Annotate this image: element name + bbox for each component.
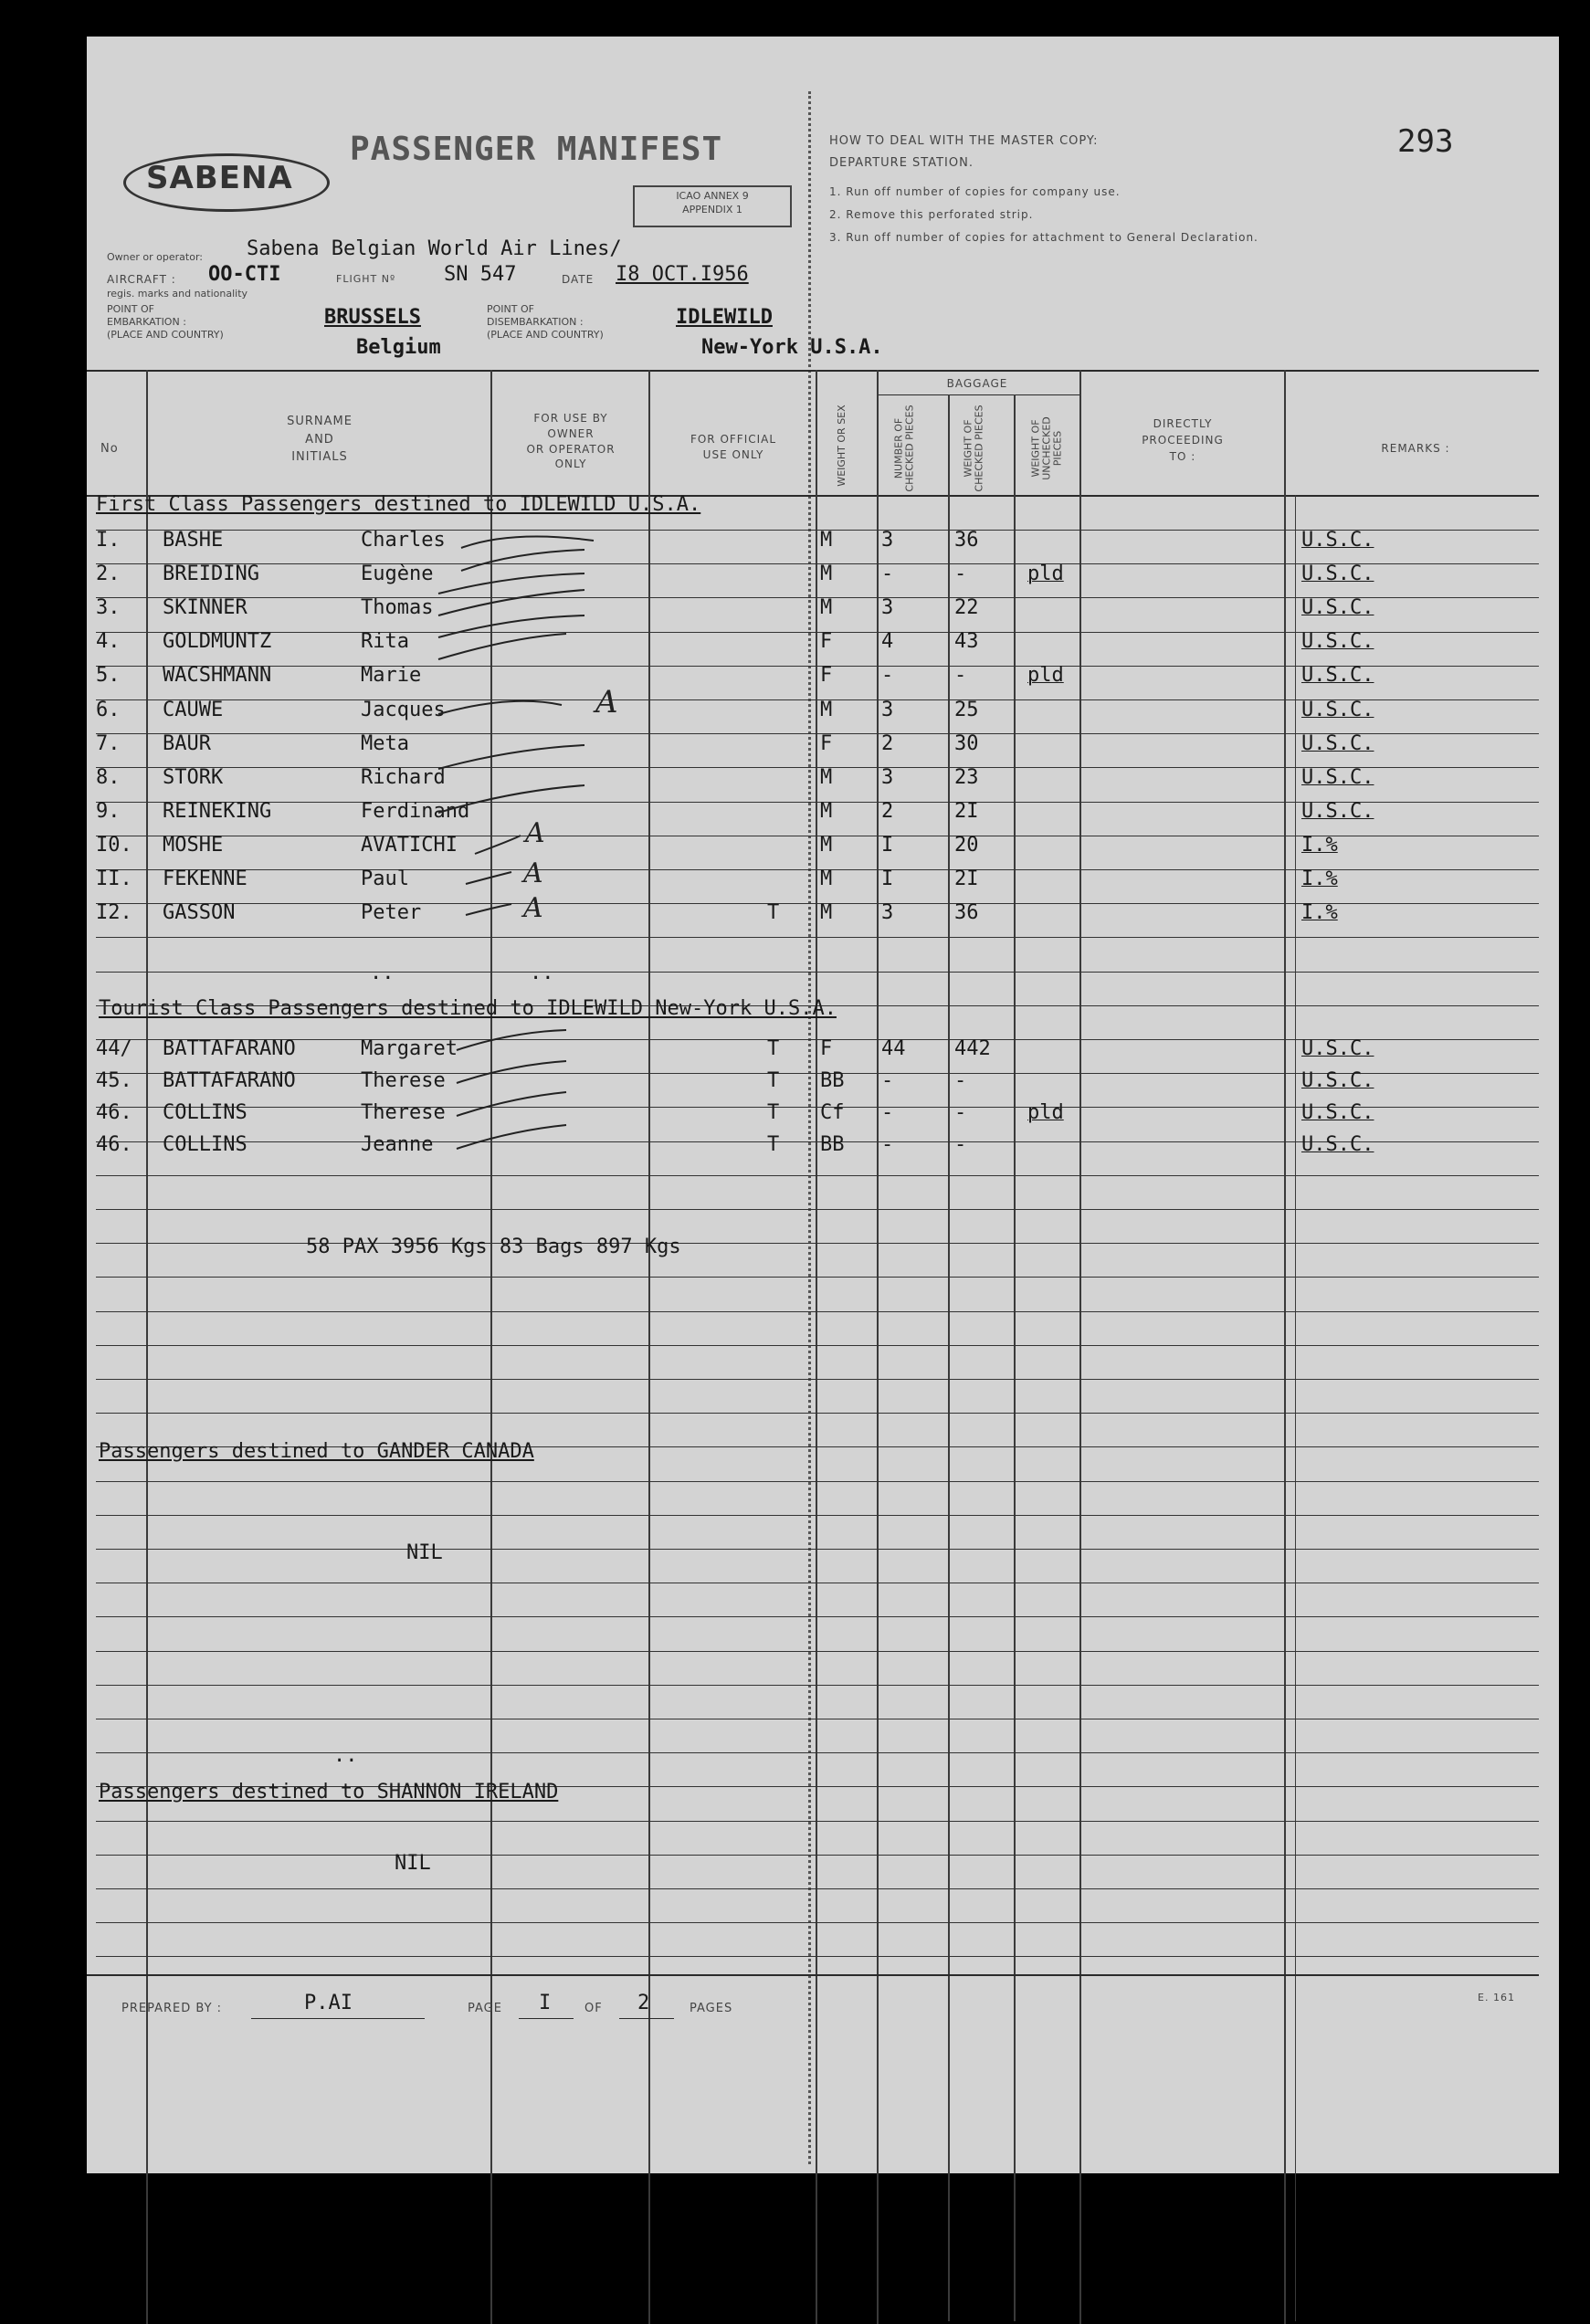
checked-pieces-number: 3 [881, 765, 894, 789]
embarkation-country: Belgium [356, 336, 441, 359]
checked-pieces-number: 44 [881, 1037, 906, 1060]
disembarkation-country: New-York U.S.A. [701, 336, 883, 359]
remarks-value: U.S.C. [1301, 630, 1374, 654]
passenger-no: 7. [96, 731, 121, 755]
section-first-class: First Class Passengers destined to IDLEWILD U.S.A. [96, 493, 701, 516]
passenger-no: 8. [96, 765, 121, 789]
remarks-value: I.% [1301, 833, 1338, 857]
checked-pieces-weight: 2I [954, 799, 979, 823]
checked-pieces-number: - [881, 563, 894, 586]
col-header-owner-use: FOR USE BY OWNER OR OPERATOR ONLY [526, 412, 616, 471]
checked-pieces-number: 2 [881, 799, 894, 823]
aircraft-value: OO-CTI [208, 263, 281, 286]
weight-or-sex: M [820, 765, 833, 789]
section-gander: Passengers destined to GANDER CANADA [99, 1440, 534, 1463]
weight-or-sex: M [820, 901, 833, 925]
passenger-no: 46. [96, 1101, 132, 1124]
passenger-no: 44/ [96, 1037, 132, 1060]
checked-pieces-number: - [881, 1069, 894, 1092]
passenger-surname: MOSHE [163, 833, 224, 857]
checked-pieces-number: 4 [881, 630, 894, 654]
checked-pieces-weight: 20 [954, 833, 979, 857]
remarks-value: U.S.C. [1301, 1101, 1374, 1124]
remarks-value: U.S.C. [1301, 799, 1374, 823]
passenger-given-name: Thomas [361, 596, 434, 620]
passenger-given-name: Ferdinand [361, 799, 470, 823]
checked-pieces-number: - [881, 664, 894, 688]
col-header-weight-sex: WEIGHT OR SEX [836, 405, 848, 487]
col-header-no: No [100, 442, 119, 456]
icao-annex-stamp: ICAO ANNEX 9 APPENDIX 1 [633, 185, 792, 227]
ellipsis-mark: .. [530, 962, 554, 984]
form-code: E. 161 [1478, 1992, 1515, 2003]
passenger-given-name: Therese [361, 1069, 446, 1092]
passenger-no: 9. [96, 799, 121, 823]
unchecked-pieces-weight: pld [1027, 1101, 1064, 1124]
col-header-bag-number: NUMBER OF CHECKED PIECES [892, 405, 916, 492]
passenger-no: II. [96, 868, 132, 890]
remarks-value: I.% [1301, 901, 1338, 925]
checked-pieces-number: - [881, 1133, 894, 1156]
checked-pieces-weight: - [954, 664, 967, 688]
page-value: I [539, 1992, 552, 2014]
remarks-value: U.S.C. [1301, 1037, 1374, 1060]
passenger-surname: BATTAFARANO [163, 1037, 296, 1060]
col-header-directly-proceeding: DIRECTLY PROCEEDING TO : [1142, 417, 1224, 463]
passenger-no: 5. [96, 664, 121, 688]
instructions-title: HOW TO DEAL WITH THE MASTER COPY: [829, 134, 1099, 148]
remarks-value: I.% [1301, 868, 1338, 890]
weight-or-sex: BB [820, 1069, 845, 1092]
handwritten-mark: A [525, 817, 545, 849]
weight-or-sex: F [820, 1037, 833, 1060]
passenger-given-name: Meta [361, 731, 409, 755]
weight-or-sex: M [820, 596, 833, 620]
weight-or-sex: F [820, 664, 833, 688]
prepared-by-label: PREPARED BY : [121, 2002, 223, 2015]
handwritten-mark: A [523, 892, 543, 924]
official-use-value: T [767, 1037, 780, 1060]
passenger-surname: SKINNER [163, 596, 247, 620]
remarks-value: U.S.C. [1301, 1069, 1374, 1092]
operator-value: Sabena Belgian World Air Lines/ [247, 237, 622, 260]
passenger-given-name: Rita [361, 630, 409, 654]
checked-pieces-number: I [881, 833, 894, 857]
passenger-given-name: Paul [361, 868, 409, 890]
passenger-surname: COLLINS [163, 1133, 247, 1156]
official-use-value: T [767, 1133, 780, 1156]
passenger-no: 4. [96, 630, 121, 654]
remarks-value: U.S.C. [1301, 563, 1374, 586]
unchecked-pieces-weight: pld [1027, 563, 1064, 586]
checked-pieces-number: 3 [881, 698, 894, 721]
checked-pieces-number: 3 [881, 596, 894, 620]
col-header-official-use: FOR OFFICIAL USE ONLY [690, 433, 777, 461]
operator-label: Owner or operator: [107, 251, 203, 263]
checked-pieces-weight: 2I [954, 868, 979, 890]
flight-label: FLIGHT Nº [336, 273, 396, 285]
weight-or-sex: M [820, 799, 833, 823]
weight-or-sex: M [820, 868, 833, 890]
checked-pieces-weight: - [954, 1101, 967, 1124]
passenger-surname: GOLDMUNTZ [163, 630, 272, 654]
col-header-surname: SURNAME AND INITIALS [287, 415, 353, 464]
passenger-no: I0. [96, 833, 132, 857]
flight-value: SN 547 [444, 263, 517, 286]
passenger-given-name: Jacques [361, 698, 446, 721]
aircraft-label: AIRCRAFT : [107, 273, 176, 286]
official-use-value: T [767, 1069, 780, 1092]
weight-or-sex: BB [820, 1133, 845, 1156]
weight-or-sex: M [820, 698, 833, 721]
checked-pieces-weight: - [954, 1069, 967, 1092]
weight-or-sex: M [820, 529, 833, 552]
checked-pieces-number: - [881, 1101, 894, 1124]
remarks-value: U.S.C. [1301, 664, 1374, 688]
official-use-value: T [767, 901, 780, 925]
instruction-1: 1. Run off number of copies for company use. [829, 185, 1121, 198]
passenger-given-name: Marie [361, 664, 422, 688]
passenger-given-name: Therese [361, 1101, 446, 1124]
checked-pieces-weight: 22 [954, 596, 979, 620]
checked-pieces-weight: 23 [954, 765, 979, 789]
instruction-3: 3. Run off number of copies for attachment to General Declaration. [829, 231, 1258, 244]
disembarkation-place: IDLEWILD [676, 306, 773, 329]
passenger-surname: BASHE [163, 529, 224, 552]
passenger-no: 45. [96, 1069, 132, 1092]
form-title: PASSENGER MANIFEST [350, 131, 723, 168]
embarkation-place: BRUSSELS [324, 306, 421, 329]
pages-underline [619, 2018, 674, 2019]
page-number: 293 [1397, 123, 1454, 160]
prepared-by-value: P.AI [304, 1992, 353, 2014]
page-label: PAGE [468, 2002, 502, 2015]
pages-value: 2 [637, 1992, 650, 2014]
checked-pieces-number: 3 [881, 901, 894, 925]
passenger-given-name: Margaret [361, 1037, 458, 1060]
passenger-surname: BATTAFARANO [163, 1069, 296, 1092]
passenger-given-name: Charles [361, 529, 446, 552]
prepared-by-underline [251, 2018, 425, 2019]
footer-rule [87, 1974, 1539, 1976]
manifest-totals: 58 PAX 3956 Kgs 83 Bags 897 Kgs [306, 1236, 681, 1258]
date-value: I8 OCT.I956 [616, 263, 749, 286]
checked-pieces-number: 2 [881, 731, 894, 755]
page-underline [519, 2018, 574, 2019]
remarks-value: U.S.C. [1301, 698, 1374, 721]
passenger-surname: REINEKING [163, 799, 272, 823]
remarks-value: U.S.C. [1301, 596, 1374, 620]
instruction-2: 2. Remove this perforated strip. [829, 208, 1034, 221]
ellipsis-mark: .. [333, 1744, 358, 1767]
checked-pieces-weight: 25 [954, 698, 979, 721]
passenger-given-name: Richard [361, 765, 446, 789]
checked-pieces-number: I [881, 868, 894, 890]
weight-or-sex: M [820, 833, 833, 857]
section-shannon: Passengers destined to SHANNON IRELAND [99, 1781, 559, 1803]
logo-text: SABENA [146, 160, 293, 196]
remarks-value: U.S.C. [1301, 529, 1374, 552]
passenger-no: 2. [96, 563, 121, 586]
handwritten-mark: A [595, 684, 618, 720]
passenger-surname: COLLINS [163, 1101, 247, 1124]
weight-or-sex: M [820, 563, 833, 586]
remarks-value: U.S.C. [1301, 1133, 1374, 1156]
section-tourist-class: Tourist Class Passengers destined to IDLEWILD New-York U.S.A. [99, 997, 837, 1020]
col-header-bag-unchecked: WEIGHT OF UNCHECKED PIECES [1029, 416, 1064, 480]
ellipsis-mark: .. [370, 962, 395, 984]
checked-pieces-weight: 36 [954, 901, 979, 925]
passenger-no: I. [96, 529, 121, 552]
weight-or-sex: F [820, 731, 833, 755]
passenger-no: 3. [96, 596, 121, 620]
passenger-surname: FEKENNE [163, 868, 247, 890]
checked-pieces-weight: 43 [954, 630, 979, 654]
passenger-given-name: Jeanne [361, 1133, 434, 1156]
passenger-no: 6. [96, 698, 121, 721]
passenger-surname: GASSON [163, 901, 236, 925]
passenger-no: I2. [96, 901, 132, 925]
passenger-surname: STORK [163, 765, 224, 789]
unchecked-pieces-weight: pld [1027, 664, 1064, 688]
checked-pieces-weight: - [954, 563, 967, 586]
passenger-surname: BAUR [163, 731, 211, 755]
gander-nil: NIL [406, 1541, 443, 1564]
remarks-value: U.S.C. [1301, 731, 1374, 755]
embarkation-label: POINT OF EMBARKATION : (PLACE AND COUNTRY) [107, 303, 224, 341]
remarks-value: U.S.C. [1301, 765, 1374, 789]
weight-or-sex: F [820, 630, 833, 654]
passenger-given-name: AVATICHI [361, 833, 458, 857]
checked-pieces-number: 3 [881, 529, 894, 552]
of-label: OF [584, 2002, 603, 2015]
checked-pieces-weight: 36 [954, 529, 979, 552]
passenger-given-name: Peter [361, 901, 422, 925]
passenger-surname: WACSHMANN [163, 664, 272, 688]
col-header-baggage: BAGGAGE [946, 377, 1008, 390]
handwritten-mark: A [523, 857, 543, 889]
checked-pieces-weight: 30 [954, 731, 979, 755]
passenger-no: 46. [96, 1133, 132, 1156]
aircraft-sub-label: regis. marks and nationality [107, 288, 248, 300]
col-header-bag-weight: WEIGHT OF CHECKED PIECES [962, 405, 985, 492]
passenger-surname: CAUWE [163, 698, 224, 721]
passenger-given-name: Eugène [361, 563, 434, 586]
checked-pieces-weight: 442 [954, 1037, 991, 1060]
shannon-nil: NIL [395, 1852, 431, 1875]
disembarkation-label: POINT OF DISEMBARKATION : (PLACE AND COUNTRY) [487, 303, 604, 341]
pages-label: PAGES [690, 2002, 733, 2015]
official-use-value: T [767, 1101, 780, 1124]
instructions-station: DEPARTURE STATION. [829, 156, 974, 170]
date-label: DATE [562, 273, 595, 286]
checked-pieces-weight: - [954, 1133, 967, 1156]
weight-or-sex: Cf [820, 1101, 845, 1124]
passenger-surname: BREIDING [163, 563, 259, 586]
col-header-remarks: REMARKS : [1381, 442, 1450, 455]
